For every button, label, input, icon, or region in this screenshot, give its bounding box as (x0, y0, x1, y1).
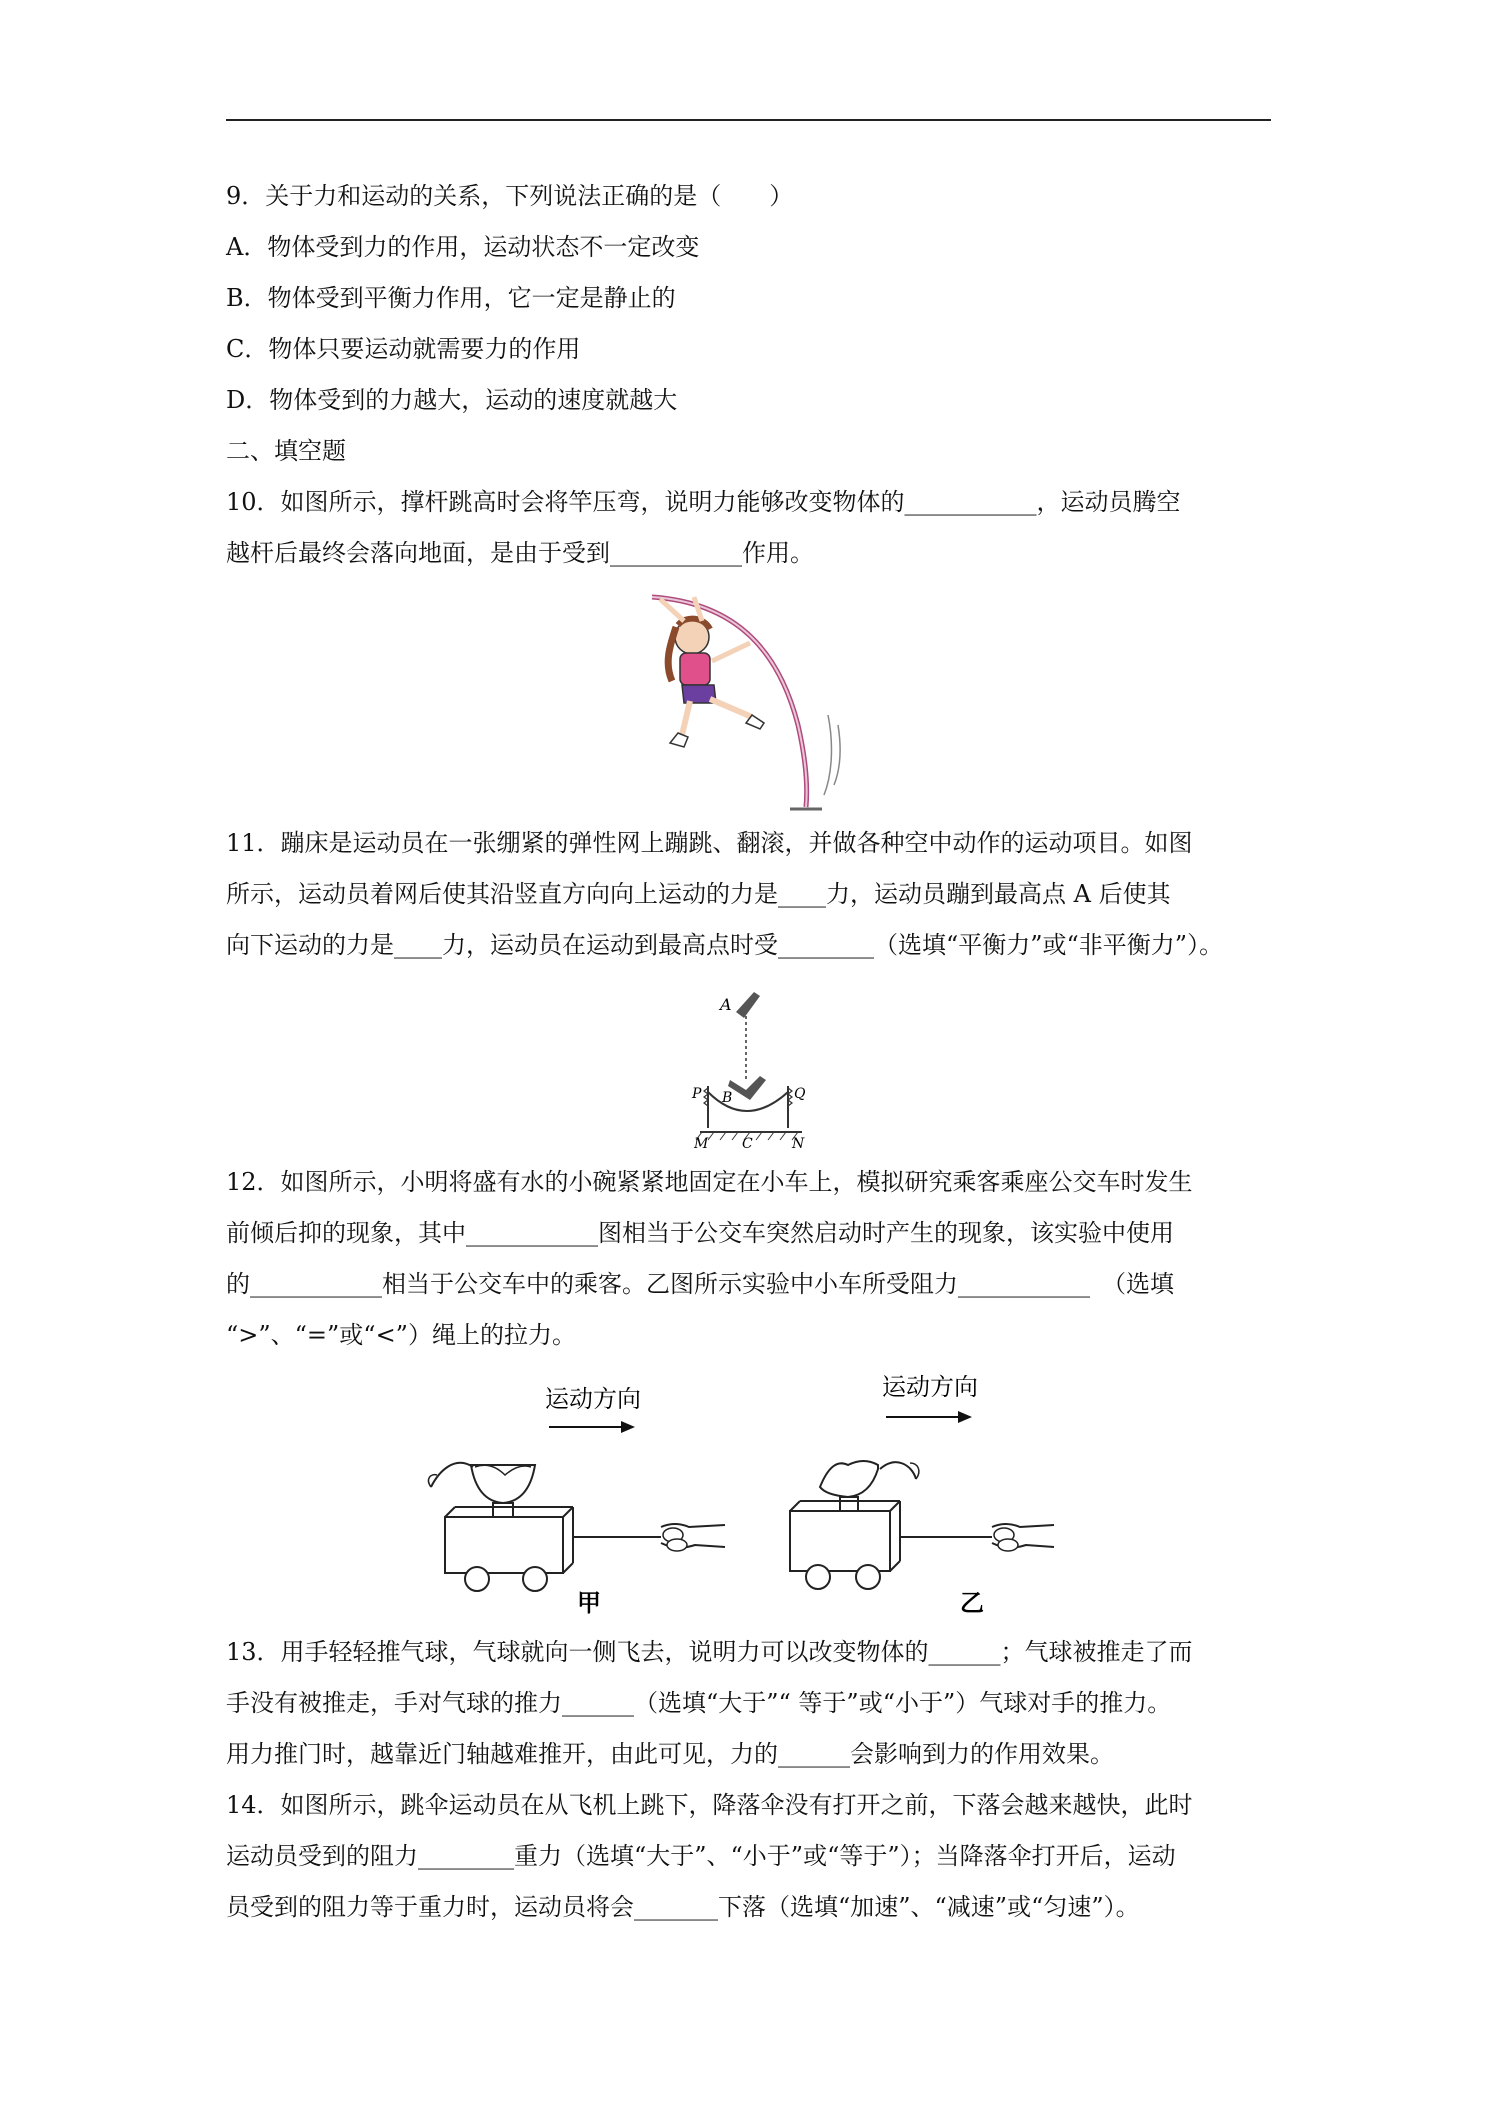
q12-line-2: 前倾后抑的现象，其中___________图相当于公交车突然启动时产生的现象，该实验中使用 (226, 1219, 1174, 1247)
cart-wheel-yi (806, 1565, 830, 1589)
svg-text:Q: Q (794, 1086, 806, 1102)
svg-text:C: C (742, 1136, 753, 1150)
svg-text:M: M (694, 1136, 709, 1150)
header-rule (226, 119, 1271, 121)
point-a-label: A (720, 995, 732, 1014)
q12-line-4: “>”、“=”或“<”）绳上的拉力。 (226, 1321, 576, 1349)
q13-line-2: 手没有被推走，手对气球的推力______（选填“大于”“ 等于”或“小于”）气球对手的推力。 (226, 1689, 1172, 1717)
bowl-yi (820, 1461, 878, 1497)
svg-text:N: N (792, 1136, 805, 1150)
pole-vault-figure (630, 585, 860, 815)
q11-line-2: 所示，运动员着网后使其沿竖直方向向上运动的力是____力，运动员蹦到最高点 A 后使其 (226, 880, 1171, 908)
trampoline-figure (680, 980, 830, 1150)
q11-line-3: 向下运动的力是____力，运动员在运动到最高点时受________（选填“平衡力”或“非平衡力”）。 (226, 931, 1224, 959)
q13-line-3: 用力推门时，越靠近门轴越难推开，由此可见，力的______会影响到力的作用效果。 (226, 1740, 1114, 1768)
q12-line-3: 的___________相当于公交车中的乘客。乙图所示实验中小车所受阻力___________ （选填 (226, 1270, 1174, 1298)
cart-body-jia (445, 1517, 563, 1573)
q9-stem: 9．关于力和运动的关系，下列说法正确的是（ ） (226, 182, 794, 210)
q14-line-2: 运动员受到的阻力________重力（选填“大于”、“小于”或“等于”）；当降落伞打开后，运动 (226, 1842, 1176, 1870)
q9-option-c: C．物体只要运动就需要力的作用 (226, 335, 581, 363)
q12-line-1: 12．如图所示，小明将盛有水的小碗紧紧地固定在小车上，模拟研究乘客乘座公交车时发生 (226, 1168, 1193, 1196)
section-heading: 二、填空题 (226, 437, 346, 465)
bowl-jia (471, 1465, 535, 1503)
caption-yi: 乙 (960, 1589, 984, 1617)
cart-body-yi (790, 1511, 890, 1571)
athlete-top-position (736, 992, 760, 1018)
q10-line-1: 10．如图所示，撑杆跳高时会将竿压弯，说明力能够改变物体的___________，运动员腾空 (226, 488, 1181, 516)
q14-line-1: 14．如图所示，跳伞运动员在从飞机上跳下，降落伞没有打开之前，下落会越来越快，此时 (226, 1791, 1193, 1819)
direction-label-jia: 运动方向 (545, 1385, 641, 1413)
q9-option-b: B．物体受到平衡力作用，它一定是静止的 (226, 284, 676, 312)
caption-jia: 甲 (577, 1589, 601, 1617)
q14-line-3: 员受到的阻力等于重力时，运动员将会_______下落（选填“加速”、“减速”或“匀速”）。 (226, 1893, 1140, 1921)
svg-text:P: P (692, 1086, 702, 1102)
water-splash-yi (880, 1462, 916, 1479)
athlete-top (680, 653, 710, 685)
water-splash-jia (431, 1463, 473, 1487)
q9-option-d: D．物体受到的力越大，运动的速度就越大 (226, 386, 678, 414)
direction-label-yi: 运动方向 (882, 1373, 978, 1401)
cart-wheel-jia (465, 1567, 489, 1591)
cart-figure-yi (782, 1365, 1072, 1625)
q13-line-1: 13．用手轻轻推气球，气球就向一侧飞去，说明力可以改变物体的______；气球被推走了而 (226, 1638, 1193, 1666)
svg-text:B: B (722, 1090, 733, 1106)
q11-line-1: 11．蹦床是运动员在一张绷紧的弹性网上蹦跳、翻滚，并做各种空中动作的运动项目。如图 (226, 829, 1193, 857)
cart-figure-jia (425, 1375, 745, 1625)
athlete-bottom-position (728, 1076, 766, 1100)
q10-line-2: 越杆后最终会落向地面，是由于受到___________作用。 (226, 539, 814, 567)
q9-option-a: A．物体受到力的作用，运动状态不一定改变 (226, 233, 700, 261)
